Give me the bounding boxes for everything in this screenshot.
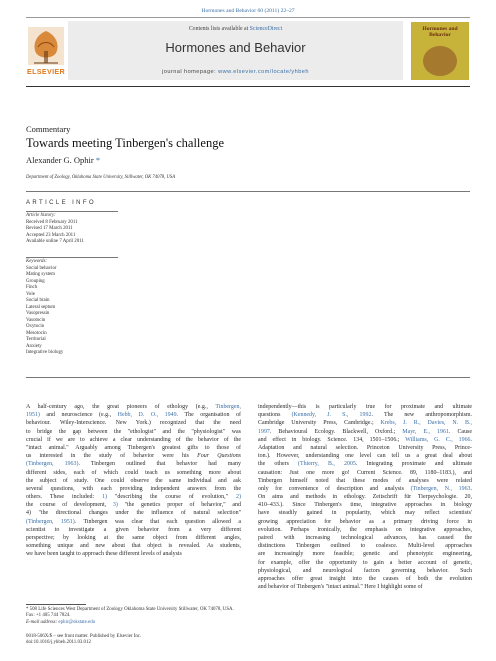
body-text-line (258, 460, 472, 468)
article-title: Towards meeting Tinbergen's challenge (26, 136, 224, 150)
corresponding-author-footnote (26, 607, 242, 626)
keywords-label: Keywords: (26, 259, 48, 264)
citation-link[interactable]: (Kennedy, J. S., 1992 (291, 412, 372, 419)
body-text: and effect in biology. Science. 134, 1501–1506.; (258, 436, 406, 443)
history-item: Received 8 February 2011 (26, 219, 78, 225)
body-text: Four Questions (197, 453, 241, 460)
keyword-item: Lateral septum (26, 304, 56, 310)
front-matter-rule (26, 191, 470, 192)
keyword-item: Integrative biology (26, 350, 64, 355)
keyword-item: Vasopressin (26, 311, 50, 316)
body-text: 4) "the directional changes under the influence of natural selection" (26, 510, 241, 517)
body-text-line (26, 542, 241, 550)
body-text: several questions, with each providing independent answers from the (26, 485, 241, 492)
citation-link[interactable]: Williams, G. C., 1966 (405, 436, 471, 443)
body-text: something unique and new about that object is revealed. As students, (26, 543, 241, 550)
body-text-line (258, 567, 472, 575)
citation-link[interactable]: 1951) (26, 412, 40, 419)
body-text: Adaptation and natural selection. Princeton University Press, Prince- (258, 444, 472, 451)
body-text: the others (258, 461, 298, 468)
body-text-line (258, 559, 472, 567)
body-text-line (26, 428, 241, 436)
article-section-type: Commentary (26, 124, 71, 134)
body-text: Cambridge University Press, Cambridge.; (258, 420, 381, 427)
body-text: 410–433.). Since Tinbergen's time, integrative approaches in biology (258, 502, 472, 509)
body-text: "the genetics proper of behavior," and (117, 502, 241, 509)
body-text: On aims and methods in ethology. Zeitschrift für Tierpsychologie. 20, (258, 494, 472, 501)
citation-link[interactable]: (Tinbergen, 1951) (26, 518, 75, 525)
body-text-line (258, 411, 472, 419)
body-text: "describing the course of evolution," (107, 494, 237, 501)
body-text: . (470, 485, 472, 492)
body-text-line (26, 493, 241, 501)
citation-link[interactable]: Tinbergen, (215, 404, 241, 410)
citation-link[interactable]: 2) (236, 494, 241, 501)
footnote-email-label: E-mail address: (26, 619, 59, 625)
body-text: ton.). However, understanding one level can tell us a great deal about (258, 453, 472, 460)
journal-cover-thumbnail[interactable] (411, 22, 469, 80)
keyword-item: Social brain (26, 298, 50, 303)
history-item: Revised 17 March 2011 (26, 226, 73, 231)
citation-link[interactable]: Krebs, J. R., Davies, N. B., (380, 420, 472, 427)
keyword-item: Territorial (26, 337, 46, 342)
citation-link[interactable]: Mayr, E., 1961 (402, 428, 449, 435)
body-text: physiological, and neurological factors governing behavior. Such (258, 567, 472, 574)
keyword-item: Mesotocin (26, 330, 47, 336)
keyword-item: Grouping (26, 278, 45, 284)
body-text: . Cause (448, 428, 472, 435)
history-item: Available online 7 April 2011 (26, 239, 84, 244)
citation-link[interactable]: Hebb, D. O., 1949 (117, 412, 177, 419)
keyword-item: Social behavior (26, 265, 57, 271)
body-text: crucial if we are to achieve a clear understanding of the behavior of the (26, 436, 241, 443)
body-text-line (258, 550, 472, 558)
journal-reference[interactable]: Hormones and Behavior 60 (2011) 22–27 (201, 8, 295, 14)
footnote-address: * 508 Life Sciences West Department of Zoology Oklahoma State University Stillwater, OK 74078, USA. Fax: +1 405 744 7824. (26, 607, 234, 619)
body-text: different sides, each of which could teach us something more about (26, 469, 241, 476)
body-text: to bridge the gap between the "ethologist" and the "physiologist" was (26, 428, 241, 435)
body-text: behaviour. Wiley-Interscience. New York.) recognized that the need (26, 420, 241, 427)
body-text-line (258, 452, 472, 460)
homepage-prefix: journal homepage: (162, 69, 219, 75)
body-text: approaches offer great insight into the causes of both the evolution (258, 575, 472, 582)
keyword-items (26, 266, 63, 357)
body-text-line (258, 526, 472, 534)
body-text: only for convenience of description and analysis (258, 485, 411, 492)
body-text-line (258, 518, 472, 526)
body-text: . Tinbergen outlined that behavior had many (78, 461, 241, 468)
footnote-rule (26, 604, 86, 605)
author-name[interactable]: Alexander G. Ophir (26, 155, 94, 165)
body-text-line (258, 436, 472, 444)
body-text-line (26, 469, 241, 477)
citation-link[interactable]: 1997 (258, 428, 270, 435)
citation-link[interactable]: (Tinbergen, 1963) (26, 461, 79, 468)
article-history (26, 213, 84, 246)
body-text-line (26, 411, 241, 419)
body-text-line (26, 436, 241, 444)
keywords-block (26, 259, 63, 357)
body-text: Tinbergen himself noted that these modes of analyses were related (258, 477, 472, 484)
body-text: scientist to investigate a given behavior from a very different (26, 526, 241, 533)
body-separator-rule (26, 377, 470, 378)
footnote-email-link[interactable]: ephir@okstate.edu (58, 619, 96, 625)
sciencedirect-link[interactable]: ScienceDirect (249, 26, 283, 32)
body-text-line (258, 477, 472, 485)
body-text: growing appreciation for behavior as a primary driving force in (258, 518, 472, 525)
body-text: . The organisation of (176, 412, 241, 419)
body-text-line (26, 419, 241, 427)
publication-meta (26, 634, 141, 647)
body-text-line (26, 509, 241, 517)
cover-artwork (423, 46, 457, 76)
elsevier-logo[interactable] (26, 25, 66, 77)
doi-link[interactable]: doi:10.1016/j.yhbeh.2011.03.012 (26, 640, 91, 646)
author-affiliation: Department of Zoology, Oklahoma State University, Stillwater, OK 74078, USA (26, 175, 176, 180)
keyword-item: Oxytocin (26, 324, 45, 329)
article-info-heading: ARTICLE INFO (26, 200, 97, 206)
body-text: the subject of study. One could observe the same individual and ask (26, 477, 241, 484)
header-bottom-rule (26, 86, 470, 87)
body-text: . Tinbergen was clear that each question allowed a (74, 518, 241, 525)
body-text-line (258, 444, 472, 452)
body-text-line (258, 534, 472, 542)
citation-link[interactable]: (Tinbergen, N., 1963 (410, 485, 471, 492)
issn-line: 0018-506X/$ – see front matter. Published by Elsevier Inc. (26, 634, 142, 639)
body-text-line (26, 477, 241, 485)
body-text: . Integrating proximate and ultimate (355, 461, 472, 468)
body-text: evolution. Perhaps ironically, the emphasis on integrative approaches, (258, 526, 472, 533)
body-text: independently—this is particularly true for proximate and ultimate (258, 404, 472, 410)
body-text-line (26, 485, 241, 493)
body-text: causation: Just one more go! Current Science. 89, 1180–1183.), and (258, 469, 472, 476)
body-text: others. These included: (26, 494, 103, 501)
cover-title: Hormones and Behavior (422, 26, 458, 38)
body-column-right (258, 403, 472, 591)
body-text-line (26, 460, 241, 468)
body-text-line (26, 534, 241, 542)
homepage-link[interactable]: www.elsevier.com/locate/yhbeh (218, 69, 309, 75)
keyword-item: Vasotocin (26, 317, 46, 323)
body-text-line (258, 403, 472, 411)
footnote-email-line (26, 620, 242, 626)
body-text-line (258, 493, 472, 501)
journal-homepage (68, 69, 403, 75)
article-info-rule (26, 211, 118, 212)
body-text: questions (258, 412, 292, 419)
body-text: "intact animal." Arguably among Tinbergen's greatest gifts to those of (26, 444, 241, 451)
body-text-line (258, 575, 472, 583)
header-top-rule (26, 17, 470, 18)
body-text: . The new anthropomorphism. (371, 412, 472, 419)
body-column-left (26, 403, 241, 559)
citation-link[interactable]: 3) (112, 502, 118, 509)
body-text-line (258, 509, 472, 517)
history-label: Article history: (26, 213, 56, 218)
corresponding-author-mark[interactable]: * (95, 155, 101, 165)
body-text: perspective; by looking at the same object from different angles, (26, 535, 241, 541)
body-text-line (258, 428, 472, 436)
body-text-line (26, 518, 241, 526)
body-text: have steadily gained in popularity, which may reflect scientists' (258, 510, 472, 517)
body-text: paired with increasing technological advances, has caused the (258, 535, 472, 541)
keyword-item: Mating system (26, 272, 55, 277)
body-text-line (26, 501, 241, 509)
citation-link[interactable]: (Thierry, B., 2005 (298, 461, 356, 468)
journal-title[interactable]: Hormones and Behavior (165, 40, 306, 55)
contents-availability (68, 26, 403, 32)
history-item: Accepted 23 March 2011 (26, 232, 76, 238)
body-text: for example, offer the opportunity to gain a better account of genetic, (258, 559, 472, 566)
contents-prefix: Contents lists available at (188, 26, 250, 32)
body-text: are increasingly more feasible; genetic and phenotypic engineering, (258, 551, 472, 558)
body-text: distinctions Tinbergen outlined to coalesce. Multi-level approaches (258, 543, 472, 550)
body-text: A half-century ago, the great pioneers of ethology (e.g., (26, 404, 216, 410)
body-text: we have been taught to approach these different levels of analysis (26, 551, 182, 558)
author-line (26, 155, 100, 165)
keyword-item: Finch (26, 285, 38, 290)
body-text: and neuroscience (e.g., (39, 412, 118, 419)
citation-link[interactable]: 1) (102, 494, 108, 501)
body-text-line (258, 501, 472, 509)
body-text-line (26, 403, 241, 411)
body-text: . (470, 436, 472, 443)
history-items (26, 220, 84, 246)
body-text-line (258, 542, 472, 550)
body-text-line (258, 485, 472, 493)
body-text: . Behavioural Ecology. Blackwell, Oxford.; (269, 428, 403, 435)
body-text-line (26, 452, 241, 460)
body-text: the course of development, (26, 502, 113, 509)
keyword-item: Anxiety (26, 343, 42, 349)
keyword-item: Vole (26, 291, 35, 297)
body-text-line (258, 419, 472, 427)
body-text: us interested in the study of behavior were his (26, 453, 198, 460)
body-text-line (26, 526, 241, 534)
body-text-line (26, 444, 241, 452)
body-text-line (26, 550, 241, 558)
body-text-line (258, 583, 472, 591)
body-text-line (258, 469, 472, 477)
body-text: and behavior of Tinbergen's "intact animal." Here I highlight some of (258, 584, 423, 591)
elsevier-wordmark: ELSEVIER (27, 67, 65, 76)
keywords-rule (26, 257, 118, 258)
